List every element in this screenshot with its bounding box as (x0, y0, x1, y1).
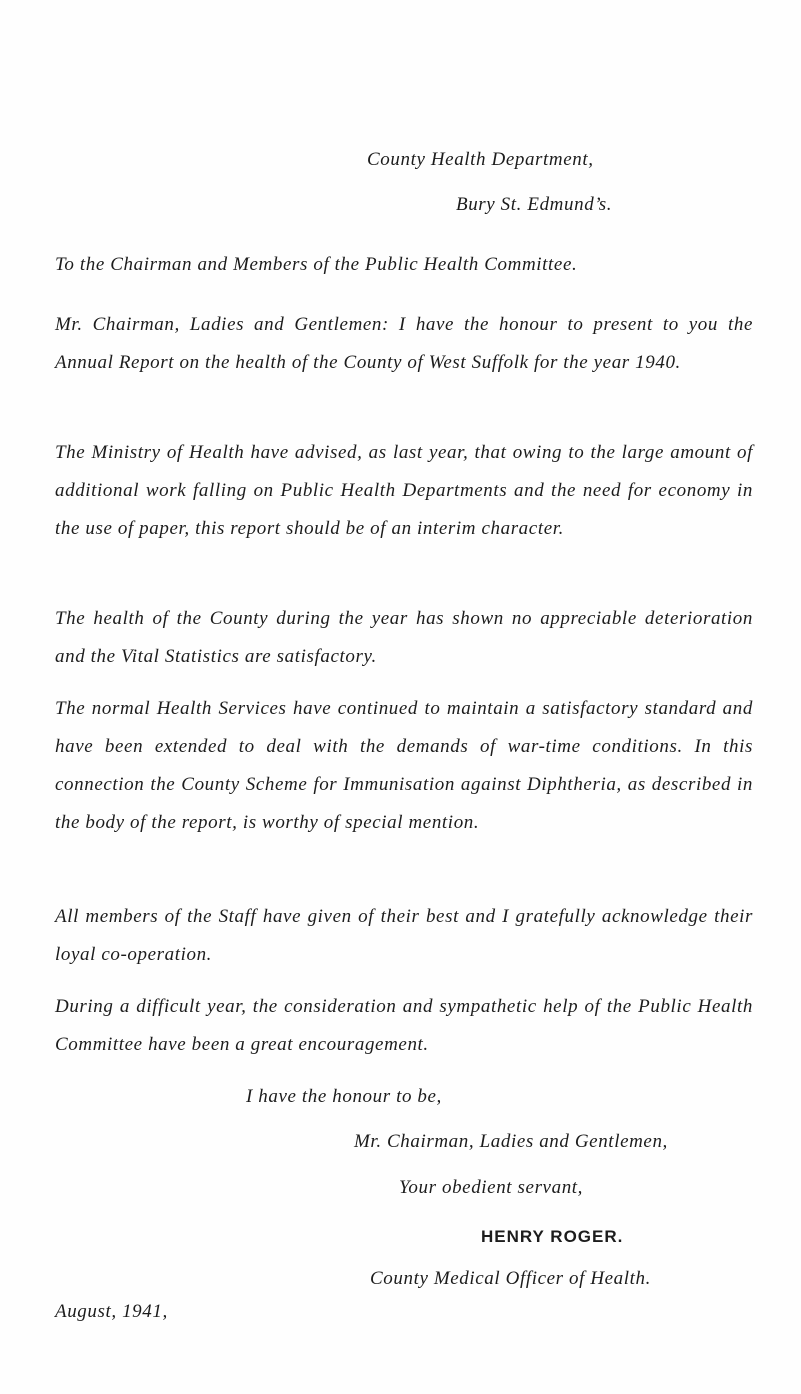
paragraph-staff: All members of the Staff have given of their best and I gratefully acknowledge their loyal co-operation. (55, 906, 753, 965)
closing-line-1: I have the honour to be, (246, 1086, 442, 1107)
letter-date: August, 1941, (55, 1301, 168, 1322)
paragraph-opening: Mr. Chairman, Ladies and Gentlemen: I have the honour to present to you the Annual Report on the health of the County of West Suffolk for the year 1940. (55, 314, 753, 373)
paragraph-health: The health of the County during the year has shown no appreciable deterioration and the Vital Statistics are satisfactory. (55, 608, 753, 667)
department-heading: County Health Department, (367, 149, 594, 170)
paragraph-committee: During a difficult year, the consideration and sympathetic help of the Public Health Committee have been a great encouragement. (55, 996, 753, 1055)
paragraph-ministry: The Ministry of Health have advised, as last year, that owing to the large amount of additional work falling on Public Health Departments and the need for economy in the use of paper, this report should be of an interim character. (55, 442, 753, 539)
signatory-title: County Medical Officer of Health. (370, 1268, 651, 1289)
closing-line-3: Your obedient servant, (399, 1177, 584, 1198)
paragraph-services: The normal Health Services have continued to maintain a satisfactory standard and have been extended to deal with the demands of war-time conditions. In this connection the County Scheme for Immunisation against Diphtheria, as described in the body of the report, is worthy of special mention. (55, 698, 753, 833)
signatory-name: HENRY ROGER. (481, 1227, 624, 1246)
closing-line-2: Mr. Chairman, Ladies and Gentlemen, (354, 1131, 668, 1152)
salutation: To the Chairman and Members of the Public Health Committee. (55, 254, 578, 275)
location-heading: Bury St. Edmund’s. (456, 194, 613, 215)
